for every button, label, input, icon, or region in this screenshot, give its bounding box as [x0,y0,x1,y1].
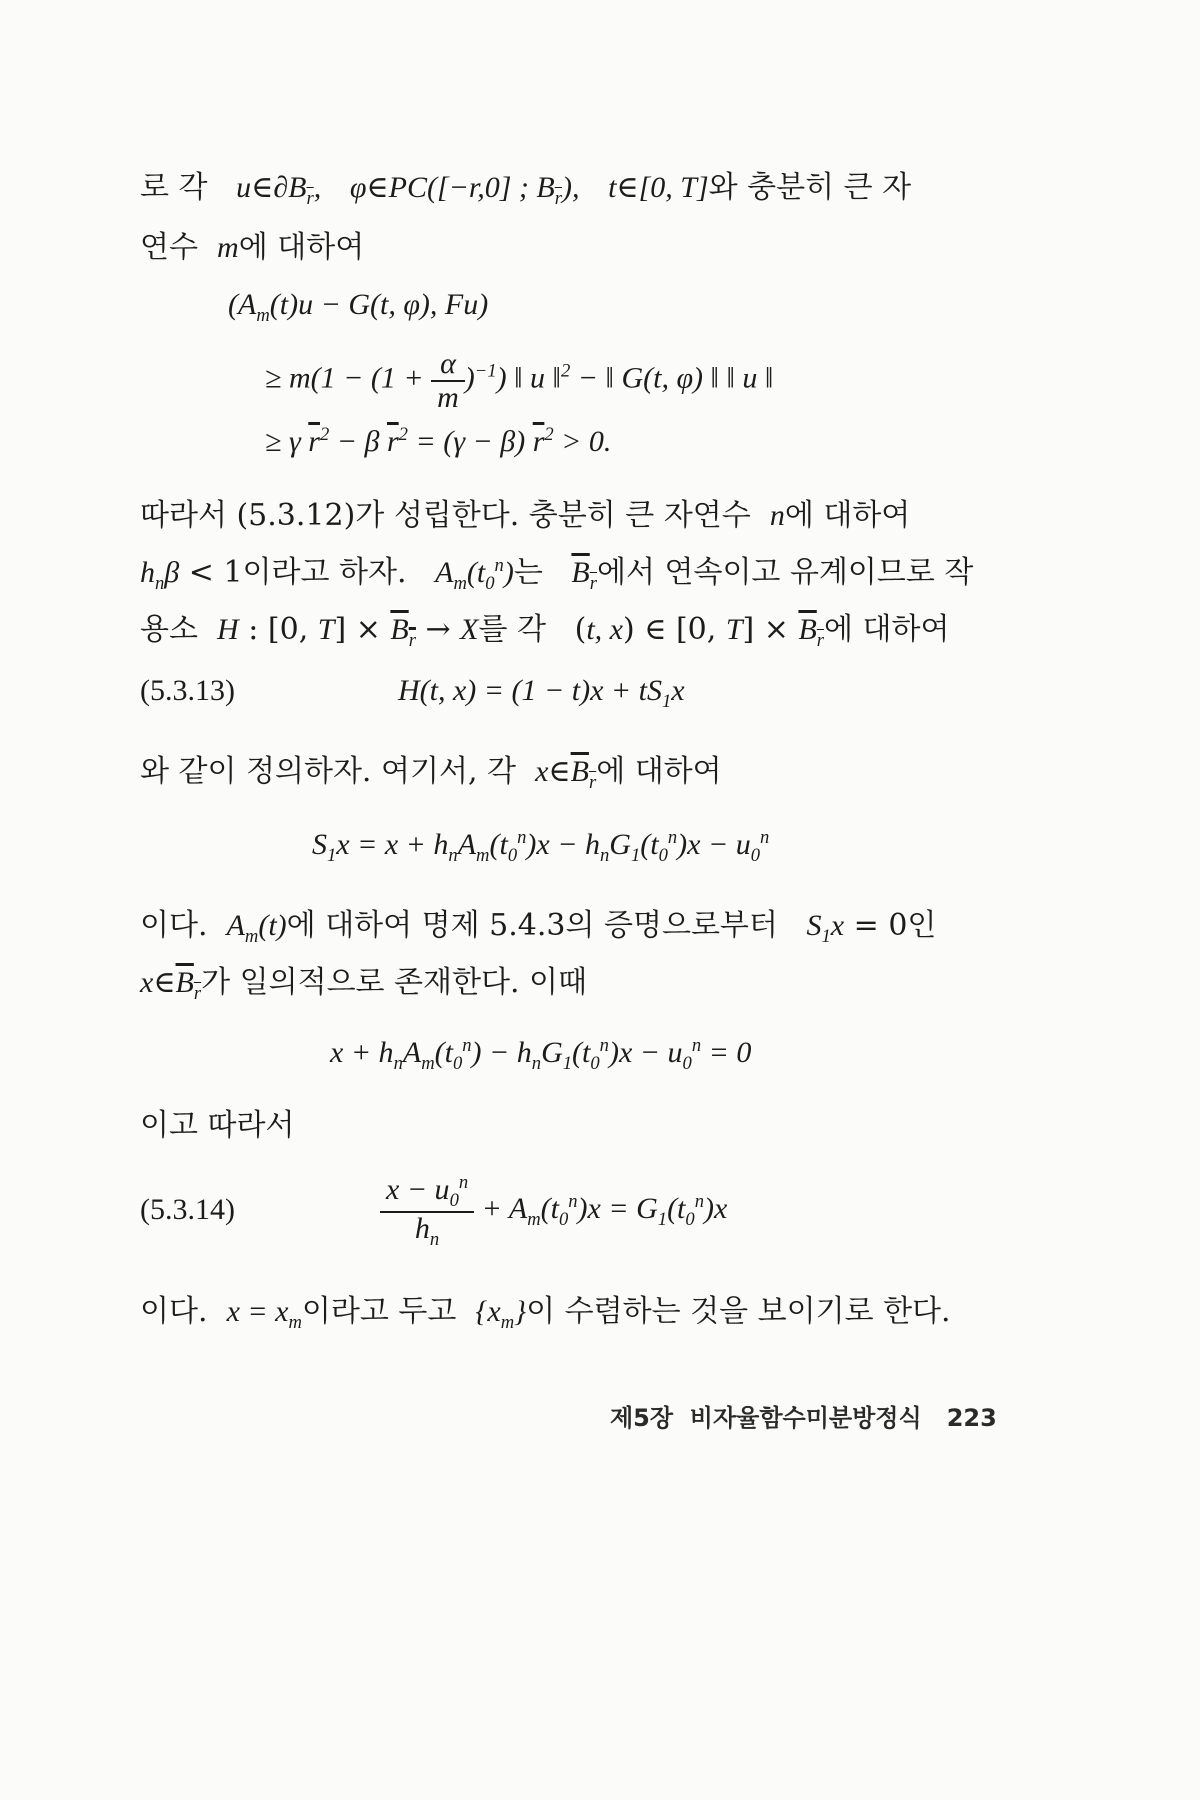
text-line-4: $h_n\beta < 1$이라고 하자. $A_m(t_0^n)$는 $\overline{B}_{\overline{r}}$에서 연속이고 유계이므로 작 [140,555,974,594]
text-line-1: 로 각 $u\in\partial B_{\overline{r}}$, φ∈PC([−r,0] ; $B_{\overline{r}}$), t∈[0, T]와 충분히 큰 자 [140,170,912,209]
text-line-3: 따라서 (5.3.12)가 성립한다. 충분히 큰 자연수 n에 대하여 [140,498,911,533]
equation-5-3-13: H(t, $x) = (1 - t)x + tS_1x$ [398,674,685,712]
text-line-8: $x\in\overline{B}_{\overline{r}}$가 일의적으로 존재한다. 이때 [140,965,588,1004]
text-line-10: 이다. $x = x_m$이라고 두고 $\{x_m\}$이 수렴하는 것을 보이기로 한다. [140,1294,951,1333]
ineq-line-3: ≥ γ $\overline{r}^2 - \beta$ $\overline{r}^2 = (\gamma - \beta) \overline{r}^2 > 0$. [265,424,612,458]
ineq-line-1: ($A_m(t)u - G(t$, φ), Fu) [228,288,489,326]
page-number: 223 [946,1404,997,1432]
equation-zero: $x + h_nA_m(t_0^n) - h_nG_1(t_0^n)x - u_0^n = 0$ [330,1035,752,1074]
ineq-line-2: ≥ m(1 − (1 + $\frac{\alpha}{m}$ )$^{-1}$) ‖ u ‖$^2$ − ‖ G(t, φ) ‖ ‖ u ‖ [265,347,774,414]
page-footer [610,1398,997,1433]
text-line-9: 이고 따라서 [140,1108,295,1143]
text-line-2: 연수 m에 대하여 [140,230,365,265]
text-line-5: 용소 H : [0, $T] \times B_r \to X$를 각 (t, x) ∈ [0, $T] \times \overline{B}_{\overline{r}}$에 대하여 [140,612,950,651]
equation-label-5-3-14: (5.3.14) [140,1193,235,1226]
text-line-6: 와 같이 정의하자. 여기서, 각 $x\in\overline{B}_{\overline{r}}$에 대하여 [140,754,722,793]
equation-5-3-14: $\frac{x - u_0^n}{h_n}$ + $A_m(t_0^n)x = G_1(t_0^n)x$ [380,1173,727,1249]
equation-label-5-3-13: (5.3.13) [140,674,235,707]
equation-s1x: $S_1x = x + h_nA_m(t_0^n)x - h_nG_1(t_0^n)x - u_0^n$ [312,827,770,866]
condition-phi: φ∈PC([−r,0] ; $B_{\overline{r}}$), [349,171,580,209]
chapter-label: 제5장 [610,1404,674,1432]
text-line-7: 이다. $A_m(t)$에 대하여 명제 5.4.3의 증명으로부터 $S_1x = 0$인 [140,908,937,947]
condition-t: t∈[0, T] [608,171,709,204]
chapter-title: 비자율함수미분방정식 [689,1404,922,1432]
condition-u: $u\in\partial B_{\overline{r}}$, [236,171,322,209]
